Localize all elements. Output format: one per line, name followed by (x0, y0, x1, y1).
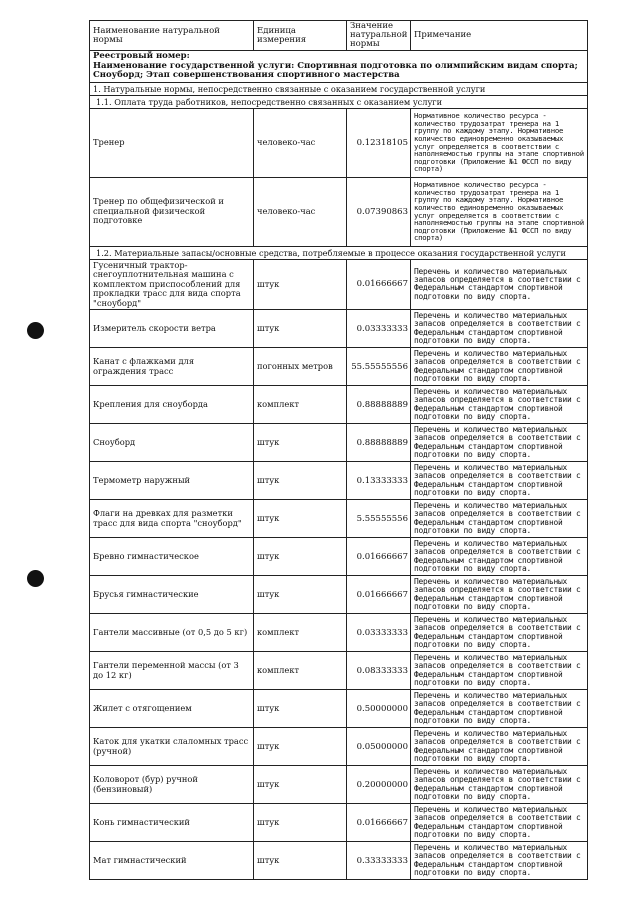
norm-unit: комплект (254, 386, 347, 424)
norm-note: Перечень и количество материальных запасов определяется в соответствии с Федеральным стандартом спортивной подготовки по виду спорта. (411, 310, 588, 348)
header-value: Значение натуральной нормы (347, 21, 411, 51)
norm-name: Каток для укатки слаломных трасс (ручной) (90, 728, 254, 766)
norm-name: Крепления для сноуборда (90, 386, 254, 424)
table-row (90, 804, 588, 842)
norm-unit: человеко-час (254, 177, 347, 246)
table-row (90, 576, 588, 614)
norm-value: 0.13333333 (347, 462, 411, 500)
norm-unit: штук (254, 500, 347, 538)
subsection-row (90, 246, 588, 259)
norm-unit: штук (254, 690, 347, 728)
norm-value: 0.88888889 (347, 386, 411, 424)
norm-unit: штук (254, 842, 347, 880)
norm-value: 0.08333333 (347, 652, 411, 690)
norm-unit: погонных метров (254, 348, 347, 386)
norm-unit: штук (254, 424, 347, 462)
table-row (90, 177, 588, 246)
subsection-row (90, 95, 588, 108)
norm-note: Перечень и количество материальных запасов определяется в соответствии с Федеральным стандартом спортивной подготовки по виду спорта. (411, 538, 588, 576)
norm-value: 0.07390863 (347, 177, 411, 246)
norm-note: Перечень и количество материальных запасов определяется в соответствии с Федеральным стандартом спортивной подготовки по виду спорта. (411, 614, 588, 652)
norm-note: Перечень и количество материальных запасов определяется в соответствии с Федеральным стандартом спортивной подготовки по виду спорта. (411, 348, 588, 386)
binder-hole-mark (27, 322, 44, 339)
table-row (90, 538, 588, 576)
norm-note: Перечень и количество материальных запасов определяется в соответствии с Федеральным стандартом спортивной подготовки по виду спорта. (411, 462, 588, 500)
norm-value: 0.12318105 (347, 108, 411, 177)
table-row (90, 766, 588, 804)
norm-note: Перечень и количество материальных запасов определяется в соответствии с Федеральным стандартом спортивной подготовки по виду спорта. (411, 500, 588, 538)
norm-note: Перечень и количество материальных запасов определяется в соответствии с Федеральным стандартом спортивной подготовки по виду спорта. (411, 804, 588, 842)
norm-value: 0.01666667 (347, 576, 411, 614)
norm-unit: штук (254, 259, 347, 310)
norm-value: 0.03333333 (347, 614, 411, 652)
norm-name: Гантели переменной массы (от 3 до 12 кг) (90, 652, 254, 690)
norm-name: Мат гимнастический (90, 842, 254, 880)
section-row (90, 82, 588, 95)
norm-name: Гусеничный трактор-снегоуплотнительная машина с комплектом приспособлений для прокладки трасс для вида спорта "сноуборд" (90, 259, 254, 310)
norm-unit: штук (254, 804, 347, 842)
norm-name: Флаги на древках для разметки трасс для вида спорта "сноуборд" (90, 500, 254, 538)
norm-unit: штук (254, 728, 347, 766)
norm-unit: штук (254, 462, 347, 500)
norm-value: 0.33333333 (347, 842, 411, 880)
table-row (90, 310, 588, 348)
norm-name: Брусья гимнастические (90, 576, 254, 614)
norm-unit: штук (254, 310, 347, 348)
norm-note: Перечень и количество материальных запасов определяется в соответствии с Федеральным стандартом спортивной подготовки по виду спорта. (411, 652, 588, 690)
norm-name: Сноуборд (90, 424, 254, 462)
norm-name: Гантели массивные (от 0,5 до 5 кг) (90, 614, 254, 652)
norm-value: 0.01666667 (347, 538, 411, 576)
header-norm-name: Наименование натуральной нормы (90, 21, 254, 51)
table-row (90, 614, 588, 652)
norm-note: Перечень и количество материальных запасов определяется в соответствии с Федеральным стандартом спортивной подготовки по виду спорта. (411, 424, 588, 462)
registry-cell (90, 51, 588, 83)
table-row (90, 690, 588, 728)
table-row (90, 462, 588, 500)
norm-name: Бревно гимнастическое (90, 538, 254, 576)
norm-note: Перечень и количество материальных запасов определяется в соответствии с Федеральным стандартом спортивной подготовки по виду спорта. (411, 728, 588, 766)
norm-note: Нормативное количество ресурса - количество трудозатрат тренера на 1 группу по каждому этапу. Нормативное количество единовременно оказываемых услуг определяется в соответствии с наполняемостью группы на этапе спортивной подготовки (Приложение №1 ФССП по виду спорта) (411, 108, 588, 177)
norm-note: Перечень и количество материальных запасов определяется в соответствии с Федеральным стандартом спортивной подготовки по виду спорта. (411, 386, 588, 424)
norm-note: Перечень и количество материальных запасов определяется в соответствии с Федеральным стандартом спортивной подготовки по виду спорта. (411, 766, 588, 804)
norm-value: 0.01666667 (347, 804, 411, 842)
header-row (90, 21, 588, 51)
norm-name: Жилет с отягощением (90, 690, 254, 728)
norm-value: 0.01666667 (347, 259, 411, 310)
registry-number: Реестровый номер: (93, 51, 190, 61)
norm-name: Тренер по общефизической и специальной физической подготовке (90, 177, 254, 246)
service-name: Наименование государственной услуги: Спортивная подготовка по олимпийским видам спорта; Сноуборд; Этап совершенствования спортивного мастерства (93, 60, 578, 80)
norm-unit: комплект (254, 614, 347, 652)
header-unit: Единица измерения (254, 21, 347, 51)
section-1-title: 1. Натуральные нормы, непосредственно связанные с оказанием государственной услуги (90, 82, 588, 95)
norm-value: 0.50000000 (347, 690, 411, 728)
table-row (90, 500, 588, 538)
norm-name: Канат с флажками для ограждения трасс (90, 348, 254, 386)
norm-note: Перечень и количество материальных запасов определяется в соответствии с Федеральным стандартом спортивной подготовки по виду спорта. (411, 259, 588, 310)
norm-value: 0.20000000 (347, 766, 411, 804)
section-1-2-title: 1.2. Материальные запасы/основные средства, потребляемые в процессе оказания государственной услуги (90, 246, 588, 259)
norm-value: 5.55555556 (347, 500, 411, 538)
norm-name: Коловорот (бур) ручной (бензиновый) (90, 766, 254, 804)
norm-value: 0.03333333 (347, 310, 411, 348)
norm-unit: штук (254, 766, 347, 804)
norm-name: Тренер (90, 108, 254, 177)
norm-note: Перечень и количество материальных запасов определяется в соответствии с Федеральным стандартом спортивной подготовки по виду спорта. (411, 690, 588, 728)
table-row (90, 348, 588, 386)
table-row (90, 108, 588, 177)
norm-value: 0.88888889 (347, 424, 411, 462)
norm-unit: комплект (254, 652, 347, 690)
norm-unit: штук (254, 538, 347, 576)
table-row (90, 652, 588, 690)
registry-row (90, 51, 588, 83)
table-row (90, 842, 588, 880)
binder-hole-mark (27, 570, 44, 587)
table-row (90, 728, 588, 766)
table-row (90, 386, 588, 424)
norm-value: 0.05000000 (347, 728, 411, 766)
norm-unit: человеко-час (254, 108, 347, 177)
norm-name: Измеритель скорости ветра (90, 310, 254, 348)
section-1-1-title: 1.1. Оплата труда работников, непосредственно связанных с оказанием услуги (90, 95, 588, 108)
norm-unit: штук (254, 576, 347, 614)
norm-name: Конь гимнастический (90, 804, 254, 842)
norm-note: Перечень и количество материальных запасов определяется в соответствии с Федеральным стандартом спортивной подготовки по виду спорта. (411, 576, 588, 614)
norm-name: Термометр наружный (90, 462, 254, 500)
norm-note: Перечень и количество материальных запасов определяется в соответствии с Федеральным стандартом спортивной подготовки по виду спорта. (411, 842, 588, 880)
norm-value: 55.55555556 (347, 348, 411, 386)
norms-table (89, 20, 588, 880)
table-row (90, 424, 588, 462)
table-row (90, 259, 588, 310)
header-note: Примечание (411, 21, 588, 51)
norm-note: Нормативное количество ресурса - количество трудозатрат тренера на 1 группу по каждому этапу. Нормативное количество единовременно оказываемых услуг определяется в соответствии с наполняемостью группы на этапе спортивной подготовки (Приложение №1 ФССП по виду спорта) (411, 177, 588, 246)
